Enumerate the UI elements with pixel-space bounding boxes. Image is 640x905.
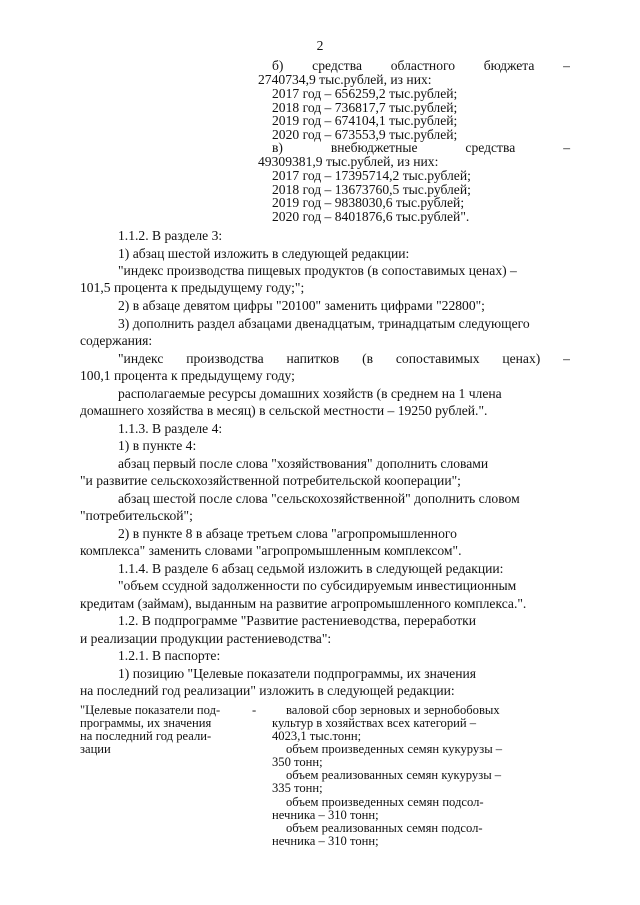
- section4-item2-cont: комплекса" заменить словами "агропромышленным комплексом".: [80, 543, 462, 558]
- table-right-line: 4023,1 тыс.тонн;: [272, 729, 362, 743]
- section3-quote2-cont: 100,1 процента к предыдущему году;: [80, 368, 295, 383]
- word: средства: [312, 58, 363, 73]
- table-right-line: 335 тонн;: [272, 781, 323, 795]
- passport-heading: 1.2.1. В паспорте:: [118, 648, 221, 663]
- table-left-line: зации: [80, 742, 111, 756]
- budget-v-year: 2017 год – 17395714,2 тыс.рублей;: [272, 168, 471, 183]
- word: (в: [362, 351, 374, 366]
- word: ценах): [502, 351, 541, 366]
- section3-quote3: располагаемые ресурсы домашних хозяйств (в среднем на 1 члена: [118, 386, 502, 401]
- table-right-line: нечника – 310 тонн;: [272, 808, 379, 822]
- word: –: [563, 351, 570, 366]
- position-item-cont: на последний год реализации" изложить в следующей редакции:: [80, 683, 455, 698]
- section4-para2: абзац шестой после слова "сельскохозяйственной" дополнить словом: [118, 491, 520, 506]
- budget-b-year: 2017 год – 656259,2 тыс.рублей;: [272, 86, 458, 101]
- section3-item2: 2) в абзаце девятом цифры "20100" заменить цифрами "22800";: [118, 298, 485, 313]
- section3-quote1-cont: 101,5 процента к предыдущему году;";: [80, 280, 305, 295]
- budget-b-header: [272, 58, 570, 73]
- table-right-line: объем произведенных семян подсол-: [286, 795, 484, 809]
- word: средства: [465, 140, 516, 155]
- table-right-line: объем реализованных семян кукурузы –: [286, 768, 502, 782]
- table-right-line: культур в хозяйствах всех категорий –: [272, 716, 477, 730]
- word: внебюджетные: [330, 140, 418, 155]
- page-number: 2: [316, 38, 324, 53]
- subprogram-heading-cont: и реализации продукции растениеводства":: [80, 631, 332, 646]
- budget-v-year: 2018 год – 13673760,5 тыс.рублей;: [272, 182, 471, 197]
- budget-b-year: 2018 год – 736817,7 тыс.рублей;: [272, 100, 458, 115]
- section3-quote3-cont: домашнего хозяйства в месяц) в сельской местности – 19250 рублей.".: [80, 403, 488, 418]
- table-right-line: 350 тонн;: [272, 755, 323, 769]
- section4-item1: 1) в пункте 4:: [118, 438, 197, 453]
- word: –: [563, 58, 570, 73]
- section4-heading: 1.1.3. В разделе 4:: [118, 421, 223, 436]
- budget-b-year: 2019 год – 674104,1 тыс.рублей;: [272, 113, 458, 128]
- table-dash: -: [252, 703, 257, 717]
- word: областного: [390, 58, 456, 73]
- table-right-line: объем реализованных семян подсол-: [286, 821, 483, 835]
- section6-heading: 1.1.4. В разделе 6 абзац седьмой изложить в следующей редакции:: [118, 561, 504, 576]
- word: –: [563, 140, 570, 155]
- word: б): [272, 58, 284, 73]
- section4-para1-cont: "и развитие сельскохозяйственной потребительской кооперации";: [80, 473, 461, 488]
- budget-b-total: 2740734,9 тыс.рублей, из них:: [258, 72, 432, 87]
- budget-v-total: 49309381,9 тыс.рублей, из них:: [258, 154, 439, 169]
- budget-v-year: 2020 год – 8401876,6 тыс.рублей".: [272, 209, 470, 224]
- section4-para1: абзац первый после слова "хозяйствования" дополнить словами: [118, 456, 489, 471]
- table-left-line: "Целевые показатели под-: [80, 703, 221, 717]
- word: напитков: [286, 351, 340, 366]
- word: производства: [186, 351, 264, 366]
- section6-quote-cont: кредитам (займам), выданным на развитие агропромышленного комплекса.".: [80, 596, 527, 611]
- table-left-line: программы, их значения: [80, 716, 212, 730]
- subprogram-heading: 1.2. В подпрограмме "Развитие растениеводства, переработки: [118, 613, 477, 628]
- section3-quote1: "индекс производства пищевых продуктов (в сопоставимых ценах) –: [118, 263, 517, 278]
- budget-b-year: 2020 год – 673553,9 тыс.рублей;: [272, 127, 458, 142]
- budget-v-header: [272, 140, 570, 155]
- word: в): [272, 140, 283, 155]
- table-right-line: валовой сбор зерновых и зернобобовых: [286, 703, 500, 717]
- section3-item3: 3) дополнить раздел абзацами двенадцатым, тринадцатым следующего: [118, 316, 530, 331]
- word: "индекс: [118, 351, 164, 366]
- table-left-line: на последний год реали-: [80, 729, 212, 743]
- table-right-line: нечника – 310 тонн;: [272, 834, 379, 848]
- word: сопоставимых: [395, 351, 480, 366]
- section3-quote2: [118, 351, 570, 366]
- section3-heading: 1.1.2. В разделе 3:: [118, 228, 223, 243]
- budget-v-year: 2019 год – 9838030,6 тыс.рублей;: [272, 195, 465, 210]
- table-right-line: объем произведенных семян кукурузы –: [286, 742, 503, 756]
- section4-item2: 2) в пункте 8 в абзаце третьем слова "агропромышленного: [118, 526, 457, 541]
- word: бюджета: [483, 58, 535, 73]
- position-item: 1) позицию "Целевые показатели подпрограммы, их значения: [118, 666, 477, 681]
- section6-quote: "объем ссудной задолженности по субсидируемым инвестиционным: [118, 578, 517, 593]
- section3-item3-cont: содержания:: [80, 333, 153, 348]
- section3-item1: 1) абзац шестой изложить в следующей редакции:: [118, 246, 410, 261]
- section4-para2-cont: "потребительской";: [80, 508, 193, 523]
